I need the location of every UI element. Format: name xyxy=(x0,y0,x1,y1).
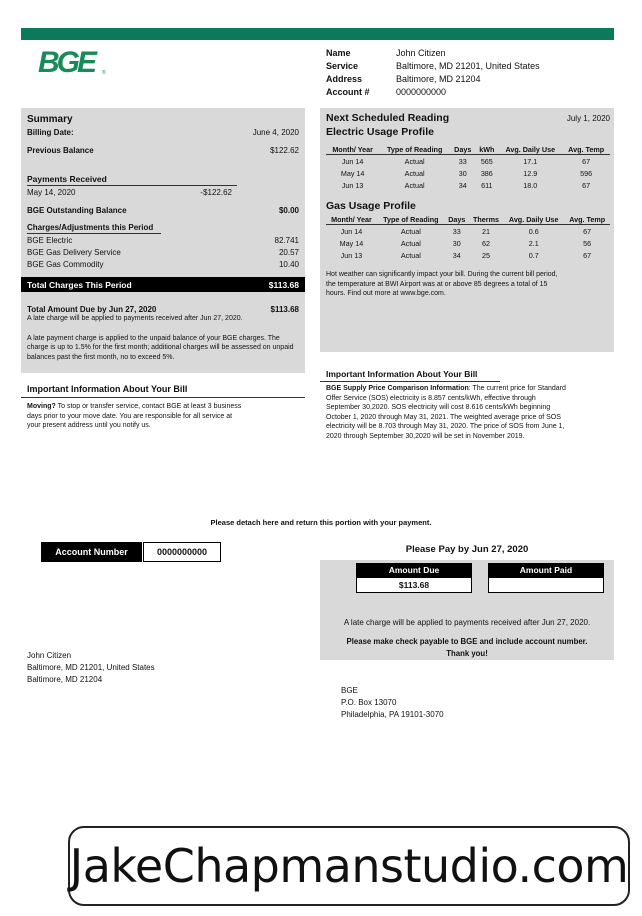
account-info-value: John Citizen xyxy=(396,48,446,58)
detach-note: Please detach here and return this portion with your payment. xyxy=(210,518,432,527)
gas-usage-cell: 30 xyxy=(452,238,461,248)
gas-usage-cell: 62 xyxy=(481,238,490,248)
electric-usage-header: Days xyxy=(454,145,472,154)
account-info-label: Address xyxy=(326,74,363,84)
gas-usage-row xyxy=(326,225,610,238)
total-due-value: $113.68 xyxy=(270,305,299,314)
gas-usage-header: Therms xyxy=(473,215,499,224)
electric-usage-row xyxy=(326,155,610,168)
check-note: Please make check payable to BGE and include account number. xyxy=(346,637,588,646)
thank-you-note: Thank you! xyxy=(446,649,488,658)
electric-usage-row xyxy=(326,180,610,193)
electric-usage-cell: Jun 14 xyxy=(341,156,364,166)
electric-usage-cell: 34 xyxy=(458,181,467,191)
charge-amount: 10.40 xyxy=(278,259,299,269)
reading-content xyxy=(326,112,610,299)
gas-usage-cell: Actual xyxy=(400,251,421,261)
charge-name: BGE Electric xyxy=(27,235,73,245)
amount-due-label: Amount Due xyxy=(356,563,472,577)
amount-paid-box xyxy=(488,563,604,593)
electric-usage-cell: 67 xyxy=(582,156,591,166)
amount-paid-label: Amount Paid xyxy=(488,563,604,577)
summary-content xyxy=(27,113,299,270)
pay-by-date: Please Pay by Jun 27, 2020 xyxy=(405,544,529,555)
amount-paid-field[interactable] xyxy=(488,577,604,593)
charge-name: BGE Gas Delivery Service xyxy=(27,247,121,257)
gas-usage-header: Type of Reading xyxy=(383,215,439,224)
gas-usage-cell: 2.1 xyxy=(528,238,539,248)
gas-usage-header: Month/ Year xyxy=(331,215,372,224)
watermark-banner xyxy=(68,826,630,906)
bge-address-line: P.O. Box 13070 xyxy=(341,698,397,707)
customer-address xyxy=(27,650,155,686)
sos-text: : The current price for Standard Offer Service (SOS) electricity is 8.857 cents/kWh, effective through September 30,2020. SOS electricity will cost 8.616 cents/kWh beginning October 1, 2020 through May 31, 2021. The weighted average price of SOS electricity will be 8.703 through May 31, 2020. The price of SOS from June 1, 2020 through September 30,2020 will be set in November 2019. xyxy=(326,385,566,440)
total-charges-bar xyxy=(21,277,305,292)
summary-title: Summary xyxy=(27,114,73,125)
late-policy-text: A late payment charge is applied to the unpaid balance of your BGE charges. The charge is up to 1.5% for the first month; additional charges will be assessed on unpaid balances past the first month, no to exceed 5%. xyxy=(27,334,294,361)
account-info-row xyxy=(326,47,540,60)
account-info-label: Account # xyxy=(326,87,370,97)
gas-usage-title: Gas Usage Profile xyxy=(326,200,416,212)
account-number-box xyxy=(41,542,221,562)
charges-label: Charges/Adjustments this Period xyxy=(27,222,161,234)
charge-row xyxy=(27,258,299,270)
charge-name: BGE Gas Commodity xyxy=(27,259,104,269)
sos-label: BGE Supply Price Comparison Information xyxy=(326,385,469,392)
important-info-right xyxy=(320,369,500,382)
electric-usage-cell: 67 xyxy=(582,181,591,191)
moving-text xyxy=(21,398,253,431)
gas-usage-cell: 33 xyxy=(452,226,461,236)
electric-usage-cell: Actual xyxy=(404,168,425,178)
gas-usage-header: Days xyxy=(448,215,466,224)
remit-late-note: A late charge will be applied to payments received after Jun 27, 2020. xyxy=(343,618,591,627)
electric-usage-cell: 12.9 xyxy=(523,168,538,178)
important-left-title: Important Information About Your Bill xyxy=(21,383,305,398)
amount-due-box xyxy=(356,563,472,593)
important-info-left xyxy=(21,383,305,431)
electric-usage-title: Electric Usage Profile xyxy=(326,126,434,138)
electric-usage-header: Avg. Daily Use xyxy=(505,145,556,154)
bge-address-line: BGE xyxy=(341,686,358,695)
weather-note: Hot weather can significantly impact your bill. During the current bill period, the temperature at BWI Airport was at or above 85 degrees a total of 15 hours. Find out more at www.bge.com. xyxy=(326,271,558,297)
electric-usage-cell: 386 xyxy=(480,168,493,178)
payment-date: May 14, 2020 xyxy=(27,188,76,197)
account-info-label: Name xyxy=(326,48,351,58)
gas-usage-cell: 0.7 xyxy=(528,251,539,261)
charge-row xyxy=(27,246,299,258)
electric-usage-header: kWh xyxy=(479,145,495,154)
account-info-value: Baltimore, MD 21201, United States xyxy=(396,61,540,71)
important-right-title: Important Information About Your Bill xyxy=(320,369,500,382)
customer-address-line: Baltimore, MD 21204 xyxy=(27,675,103,684)
billing-date-label: Billing Date: xyxy=(27,127,74,137)
svg-text:®: ® xyxy=(102,70,106,76)
gas-usage-row xyxy=(326,237,610,250)
charge-amount: 82.741 xyxy=(274,235,299,245)
gas-usage-header: Avg. Daily Use xyxy=(508,215,559,224)
total-charges-value: $113.68 xyxy=(268,279,299,290)
electric-usage-cell: Jun 13 xyxy=(341,181,364,191)
electric-usage-cell: 611 xyxy=(481,181,493,191)
moving-body: To stop or transfer service, contact BGE at least 3 business days prior to your move date. You are responsible for all service at your present address until you notify us. xyxy=(27,403,242,429)
total-due-late-note: A late charge will be applied to payments received after Jun 27, 2020. xyxy=(27,315,243,322)
electric-usage-cell: 17.1 xyxy=(523,156,538,166)
electric-usage-cell: Actual xyxy=(404,181,425,191)
next-reading-title: Next Scheduled Reading xyxy=(326,112,450,124)
account-info-row xyxy=(326,73,540,86)
bge-address-line: Philadelphia, PA 19101-3070 xyxy=(341,710,444,719)
total-charges-label: Total Charges This Period xyxy=(27,279,132,290)
next-reading-date: July 1, 2020 xyxy=(566,113,610,123)
account-info-row xyxy=(326,86,540,99)
payment-amount: -$122.62 xyxy=(200,188,232,197)
total-due-label: Total Amount Due by Jun 27, 2020 xyxy=(27,305,157,314)
electric-usage-header: Avg. Temp xyxy=(568,145,605,154)
gas-usage-row xyxy=(326,250,610,263)
electric-usage-header: Type of Reading xyxy=(386,145,443,154)
gas-usage-cell: 21 xyxy=(481,226,490,236)
customer-address-line: Baltimore, MD 21201, United States xyxy=(27,663,155,672)
top-brand-bar xyxy=(21,28,614,40)
gas-usage-cell: May 14 xyxy=(339,238,364,248)
gas-usage-cell: 25 xyxy=(481,251,490,261)
watermark-text: JakeChapmanstudio.com xyxy=(69,839,629,893)
electric-usage-cell: 33 xyxy=(458,156,467,166)
amount-due-value: $113.68 xyxy=(356,577,472,593)
previous-balance-value: $122.62 xyxy=(270,145,299,155)
electric-usage-cell: 18.0 xyxy=(523,181,538,191)
account-info xyxy=(326,47,540,99)
bge-remit-address xyxy=(341,685,444,721)
electric-usage-cell: 30 xyxy=(458,168,467,178)
account-info-value: Baltimore, MD 21204 xyxy=(396,74,481,84)
gas-usage-cell: Jun 13 xyxy=(340,251,363,261)
payments-received-label: Payments Received xyxy=(27,174,237,186)
moving-label: Moving? xyxy=(27,403,56,410)
total-due-block xyxy=(27,305,299,362)
gas-usage-cell: Actual xyxy=(400,238,421,248)
account-info-value: 0000000000 xyxy=(396,87,447,97)
gas-usage-cell: Actual xyxy=(400,226,421,236)
billing-date-value: June 4, 2020 xyxy=(252,127,299,137)
account-info-label: Service xyxy=(326,61,359,71)
previous-balance-label: Previous Balance xyxy=(27,145,94,155)
account-number-value: 0000000000 xyxy=(143,542,221,562)
gas-usage-table xyxy=(326,215,610,262)
account-number-label: Account Number xyxy=(41,542,142,562)
sos-info xyxy=(326,384,568,441)
electric-usage-row xyxy=(326,167,610,180)
outstanding-balance-label: BGE Outstanding Balance xyxy=(27,205,127,215)
bge-logo xyxy=(38,44,110,78)
gas-usage-cell: 34 xyxy=(452,251,461,261)
electric-usage-header: Month/ Year xyxy=(332,145,373,154)
electric-usage-cell: 596 xyxy=(580,168,593,178)
svg-text:BGE: BGE xyxy=(38,46,95,78)
gas-usage-header: Avg. Temp xyxy=(569,215,606,224)
electric-usage-cell: Actual xyxy=(404,156,425,166)
gas-usage-cell: 56 xyxy=(583,238,592,248)
customer-address-line: John Citizen xyxy=(27,651,72,660)
gas-usage-cell: Jun 14 xyxy=(340,226,363,236)
electric-usage-cell: May 14 xyxy=(340,168,365,178)
electric-usage-table xyxy=(326,145,610,192)
electric-usage-cell: 565 xyxy=(480,156,493,166)
charge-amount: 20.57 xyxy=(278,247,299,257)
outstanding-balance-value: $0.00 xyxy=(278,205,299,215)
gas-usage-cell: 0.6 xyxy=(528,226,539,236)
gas-usage-cell: 67 xyxy=(583,226,592,236)
gas-usage-cell: 67 xyxy=(583,251,592,261)
charge-row xyxy=(27,234,299,246)
account-info-row xyxy=(326,60,540,73)
charges-list xyxy=(27,234,299,270)
